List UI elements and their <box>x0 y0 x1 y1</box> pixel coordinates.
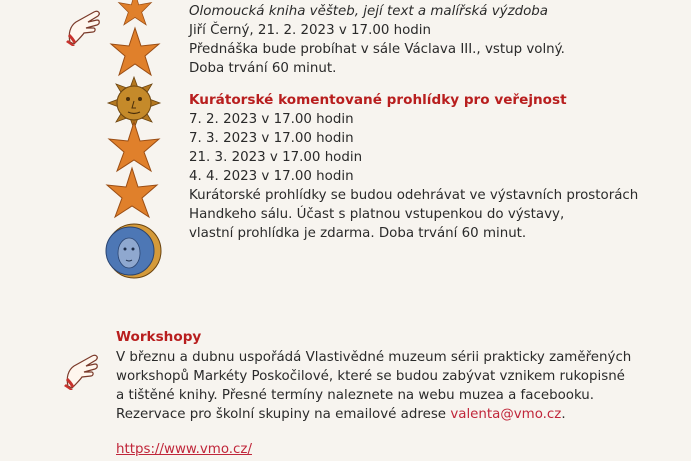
email-link[interactable]: valenta@vmo.cz <box>450 407 562 422</box>
tour-date: 21. 3. 2023 v 17.00 hodin <box>189 150 363 165</box>
lecture-subtitle: Olomoucká kniha věšteb, její text a malířská výzdoba <box>189 4 549 19</box>
workshops-line: V březnu a dubnu uspořádá Vlastivědné muzeum sérii prakticky zaměřených <box>116 350 632 365</box>
lecture-venue: Přednáška bude probíhat v sále Václava III., vstup volný. <box>189 42 565 57</box>
tour-date: 7. 3. 2023 v 17.00 hodin <box>189 131 354 146</box>
workshops-line: a tištěné knihy. Přesné termíny naleznete na webu muzea a facebooku. <box>116 388 595 403</box>
tours-description-line: Kurátorské prohlídky se budou odehrávat ve výstavních prostorách <box>189 188 639 203</box>
reservation-period: . <box>561 407 566 422</box>
lecture-speaker-date: Jiří Černý, 21. 2. 2023 v 17.00 hodin <box>189 23 432 38</box>
reservation-text: Rezervace pro školní skupiny na emailové adrese <box>116 407 451 422</box>
tours-description-line: Handkeho sálu. Účast s platnou vstupenkou do výstavy, <box>189 207 565 222</box>
workshops-reservation <box>116 406 566 423</box>
star-icon <box>108 26 162 80</box>
pointing-hand-icon <box>64 2 104 46</box>
tour-date: 4. 4. 2023 v 17.00 hodin <box>189 169 354 184</box>
tours-description-line: vlastní prohlídka je zdarma. Doba trvání 60 minut. <box>189 226 527 241</box>
star-icon <box>104 166 160 222</box>
website-link[interactable]: https://www.vmo.cz/ <box>116 442 252 457</box>
moon-face-icon <box>102 222 162 280</box>
tours-heading: Kurátorské komentované prohlídky pro veřejnost <box>189 92 567 108</box>
workshops-line: workshopů Markéty Poskočilové, které se budou zabývat vznikem rukopisné <box>116 369 625 384</box>
pointing-hand-icon <box>62 346 102 390</box>
workshops-heading: Workshopy <box>116 329 202 345</box>
lecture-duration: Doba trvání 60 minut. <box>189 61 337 76</box>
tour-date: 7. 2. 2023 v 17.00 hodin <box>189 112 354 127</box>
